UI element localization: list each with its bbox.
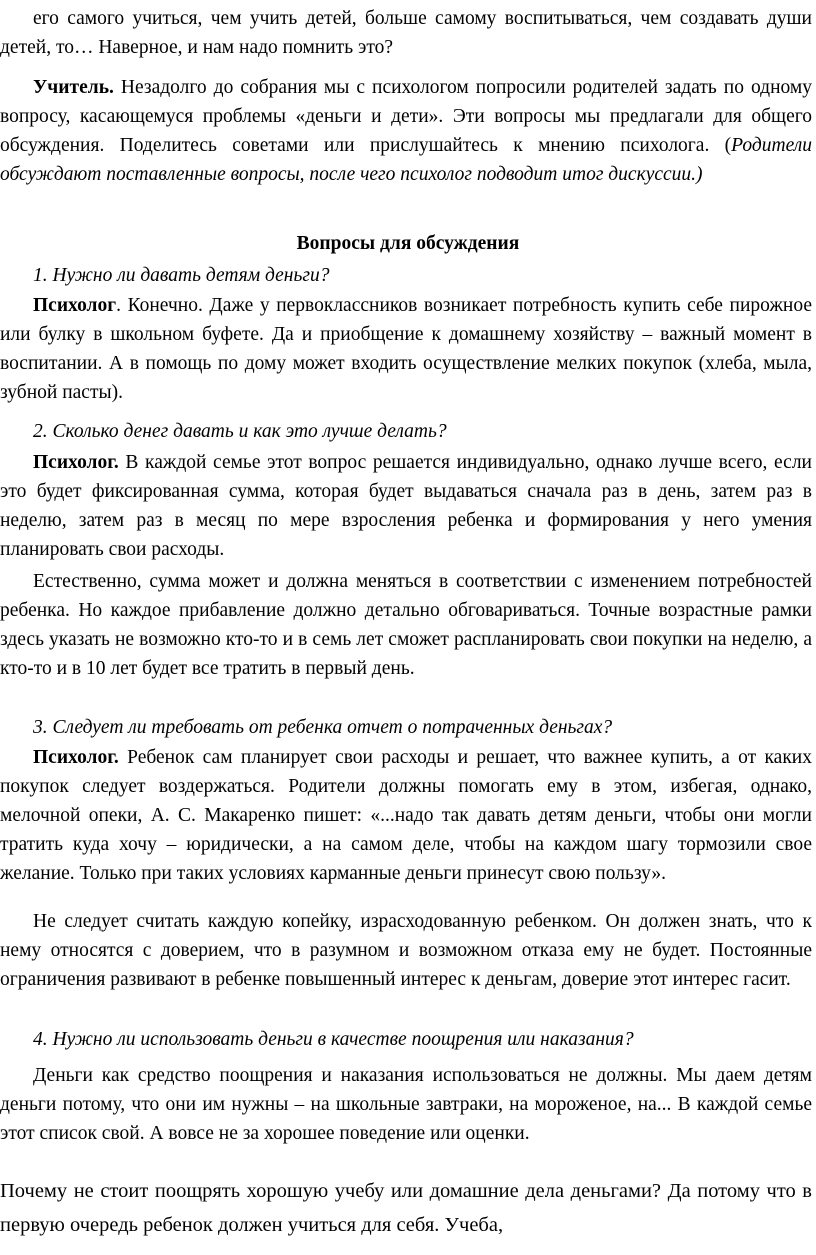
answer-2 [0,448,812,564]
question-2: 2. Сколько денег давать и как это лучше делать? [33,421,447,442]
speaker-psychologist-1: Психолог [33,295,117,316]
answer-3 [0,743,812,888]
speaker-psychologist-3: Психолог. [33,747,119,768]
answer-4-continued-text: Почему не стоит поощрять хорошую учебу или домашние дела деньгами? Да потому что в первую очередь ребенок должен учиться для себя. Учеба, [0,1180,812,1236]
teacher-italic-note: Родители обсуждают поставленные вопросы, после чего психолог подводит итог дискуссии.) [0,135,812,185]
answer-3-continued-text: Не следует считать каждую копейку, израсходованную ребенком. Он должен знать, что к нему относятся с доверием, что в разумном и возможном отказа ему не будет. Постоянные ограничения развивают в ребенке повышенный интерес к деньгам, доверие этот интерес гасит. [0,911,812,990]
answer-2-continued [0,567,812,683]
answer-1-text: . Конечно. Даже у первоклассников возникает потребность купить себе пирожное или булку в школьном буфете. Да и приобщение к домашнему хозяйству – важный момент в воспитании. А в помощь по дому может входить осуществление мелких покупок (хлеба, мыла, зубной пасты). [0,295,812,403]
paragraph-intro [0,4,812,62]
teacher-text: Незадолго до собрания мы с психологом попросили родителей задать по одному вопросу, касающемуся проблемы «деньги и дети». Эти вопросы мы предлагали для общего обсуждения. Поделитесь советами или прислушайтесь к мнению психолога. ( [0,77,812,156]
answer-3-text: Ребенок сам планирует свои расходы и решает, что важнее купить, а от каких покупок следует воздержаться. Родители должны помогать ему в этом, избегая, однако, мелочной опеки, А. С. Макаренко пишет: «...надо так давать детям деньги, чтобы они могли тратить куда хочу – юридически, а на самом деле, чтобы на каждом шагу тормозили свое желание. Только при таких условиях карманные деньги принесут свою пользу». [0,747,812,884]
question-1: 1. Нужно ли давать детям деньги? [33,265,330,286]
answer-4-text: Деньги как средство поощрения и наказания использоваться не должны. Мы даем детям деньги потому, что они им нужны – на школьные завтраки, на мороженое, на... В каждой семье этот список свой. А вовсе не за хорошее поведение или оценки. [0,1065,812,1144]
answer-3-continued [0,907,812,994]
speaker-teacher: Учитель. [33,77,114,98]
answer-2-text: В каждой семье этот вопрос решается индивидуально, однако лучше всего, если это будет фиксированная сумма, которая будет выдаваться сначала раз в день, затем раз в неделю, затем раз в месяц по мере взросления ребенка и формирования у него умения планировать свои расходы. [0,452,812,560]
answer-2-continued-text: Естественно, сумма может и должна меняться в соответствии с изменением потребностей ребенка. Но каждое прибавление должно детально обговариваться. Точные возрастные рамки здесь указать не возможно кто-то и в семь лет сможет распланировать свои покупки на неделю, а кто-то и в 10 лет будет все тратить в первый день. [0,571,812,679]
speaker-psychologist-2: Психолог. [33,452,119,473]
answer-4 [0,1061,812,1148]
paragraph-intro-text: его самого учиться, чем учить детей, больше самому воспитываться, чем создавать души детей, то… Наверное, и нам надо помнить это? [0,8,812,58]
answer-1 [0,291,812,407]
answer-4-continued [0,1174,812,1242]
section-title: Вопросы для обсуждения [296,233,520,254]
question-3: 3. Следует ли требовать от ребенка отчет о потраченных деньгах? [33,717,613,738]
paragraph-teacher [0,73,812,189]
question-4: 4. Нужно ли использовать деньги в качестве поощрения или наказания? [33,1029,634,1050]
